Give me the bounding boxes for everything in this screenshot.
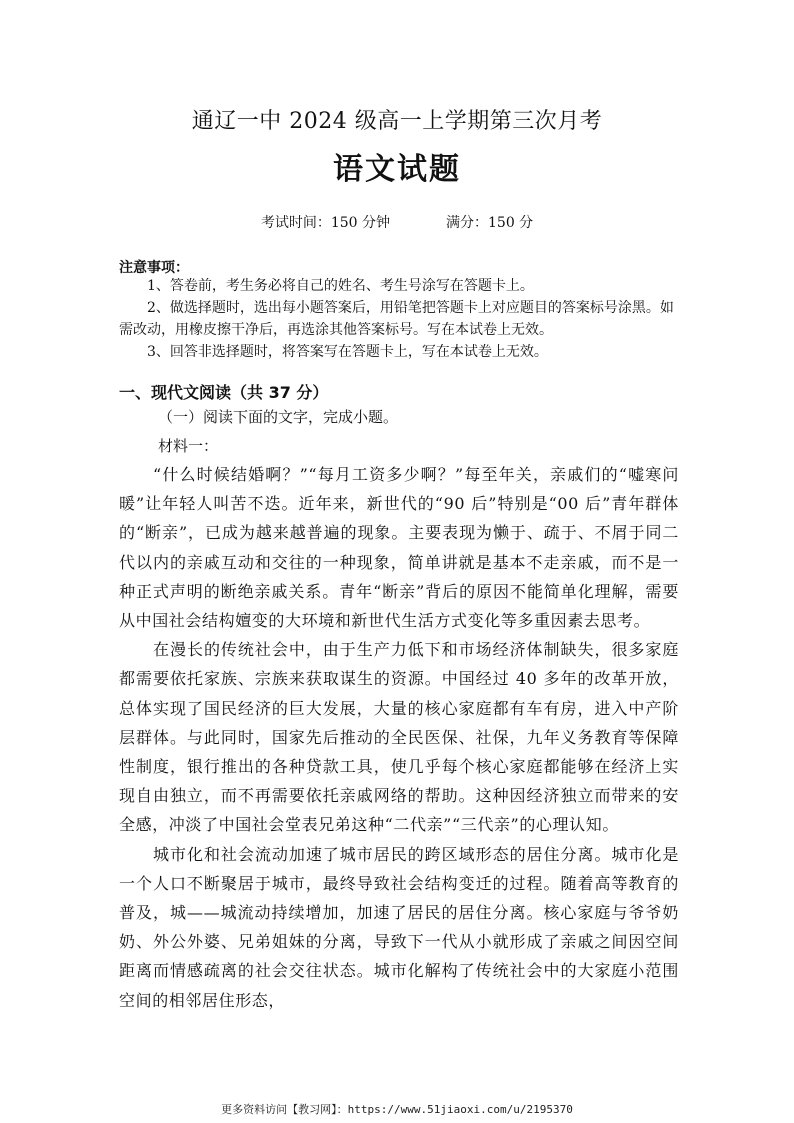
note-item: 3、回答非选择题时，将答案写在答题卡上，写在本试卷上无效。	[147, 344, 548, 360]
material-label: 材料一：	[158, 437, 219, 455]
body-paragraph: 在漫长的传统社会中，由于生产力低下和市场经济体制缺失，很多家庭都需要依托家族、宗族来获取谋生的资源。中国经过 40 多年的改革开放，总体实现了国民经济的巨大发展，大量的核心家庭都有车有房，进入中产阶层群体。与此同时，国家先后推动的全民医保、社保，九年义务教育等保障性制度，银行推出的各种贷款工具，使几乎每个核心家庭都能够在经济上实现自由独立，而不再需要依托亲戚网络的帮助。这种因经济独立而带来的安全感，冲淡了中国社会堂表兄弟这种“二代亲”“三代亲”的心理认知。	[119, 640, 679, 835]
sub-heading: （一）阅读下面的文字，完成小题。	[158, 408, 399, 426]
material-body	[119, 460, 679, 1015]
section-heading: 一、现代文阅读（共 37 分）	[119, 383, 329, 402]
footer-link[interactable]: 更多资料访问【教习网】：https://www.51jiaoxi.com/u/2195370	[221, 1103, 573, 1116]
body-paragraph: 城市化和社会流动加速了城市居民的跨区域形态的居住分离。城市化是一个人口不断聚居于城市，最终导致社会结构变迁的过程。随着高等教育的普及，城——城流动持续增加，加速了居民的居住分离。核心家庭与爷爷奶奶、外公外婆、兄弟姐妹的分离，导致下一代从小就形成了亲戚之间因空间距离而情感疏离的社会交往状态。城市化解构了传统社会中的大家庭小范围空间的相邻居住形态，	[119, 844, 679, 1010]
exam-info	[0, 212, 794, 232]
note-item: 2、做选择题时，选出每小题答案后，用铅笔把答题卡上对应题目的答案标号涂黑。如需改动，用橡皮擦干净后，再选涂其他答案标号。写在本试卷上无效。	[119, 300, 674, 338]
subject-title: 语文试题	[333, 152, 461, 187]
note-item: 1、答卷前，考生务必将自己的姓名、考生号涂写在答题卡上。	[147, 278, 534, 294]
notes-list	[119, 275, 675, 363]
notes-heading: 注意事项：	[119, 260, 189, 276]
exam-time: 考试时间：150 分钟	[260, 215, 390, 231]
full-score: 满分：150 分	[446, 215, 534, 231]
body-paragraph: “什么时候结婚啊？”“每月工资多少啊？”每至年关，亲戚们的“嘘寒问暖”让年轻人叫苦不迭。近年来，新世代的“90 后”特别是“00 后”青年群体的“断亲”，已成为越来越普遍的现象。主要表现为懒于、疏于、不屑于同二代以内的亲戚互动和交往的一种现象，简单讲就是基本不走亲戚，而不是一种正式声明的断绝亲戚关系。青年“断亲”背后的原因不能简单化理解，需要从中国社会结构嬗变的大环境和新世代生活方式变化等多重因素去思考。	[119, 465, 679, 631]
school-title: 通辽一中 2024 级高一上学期第三次月考	[191, 109, 603, 134]
